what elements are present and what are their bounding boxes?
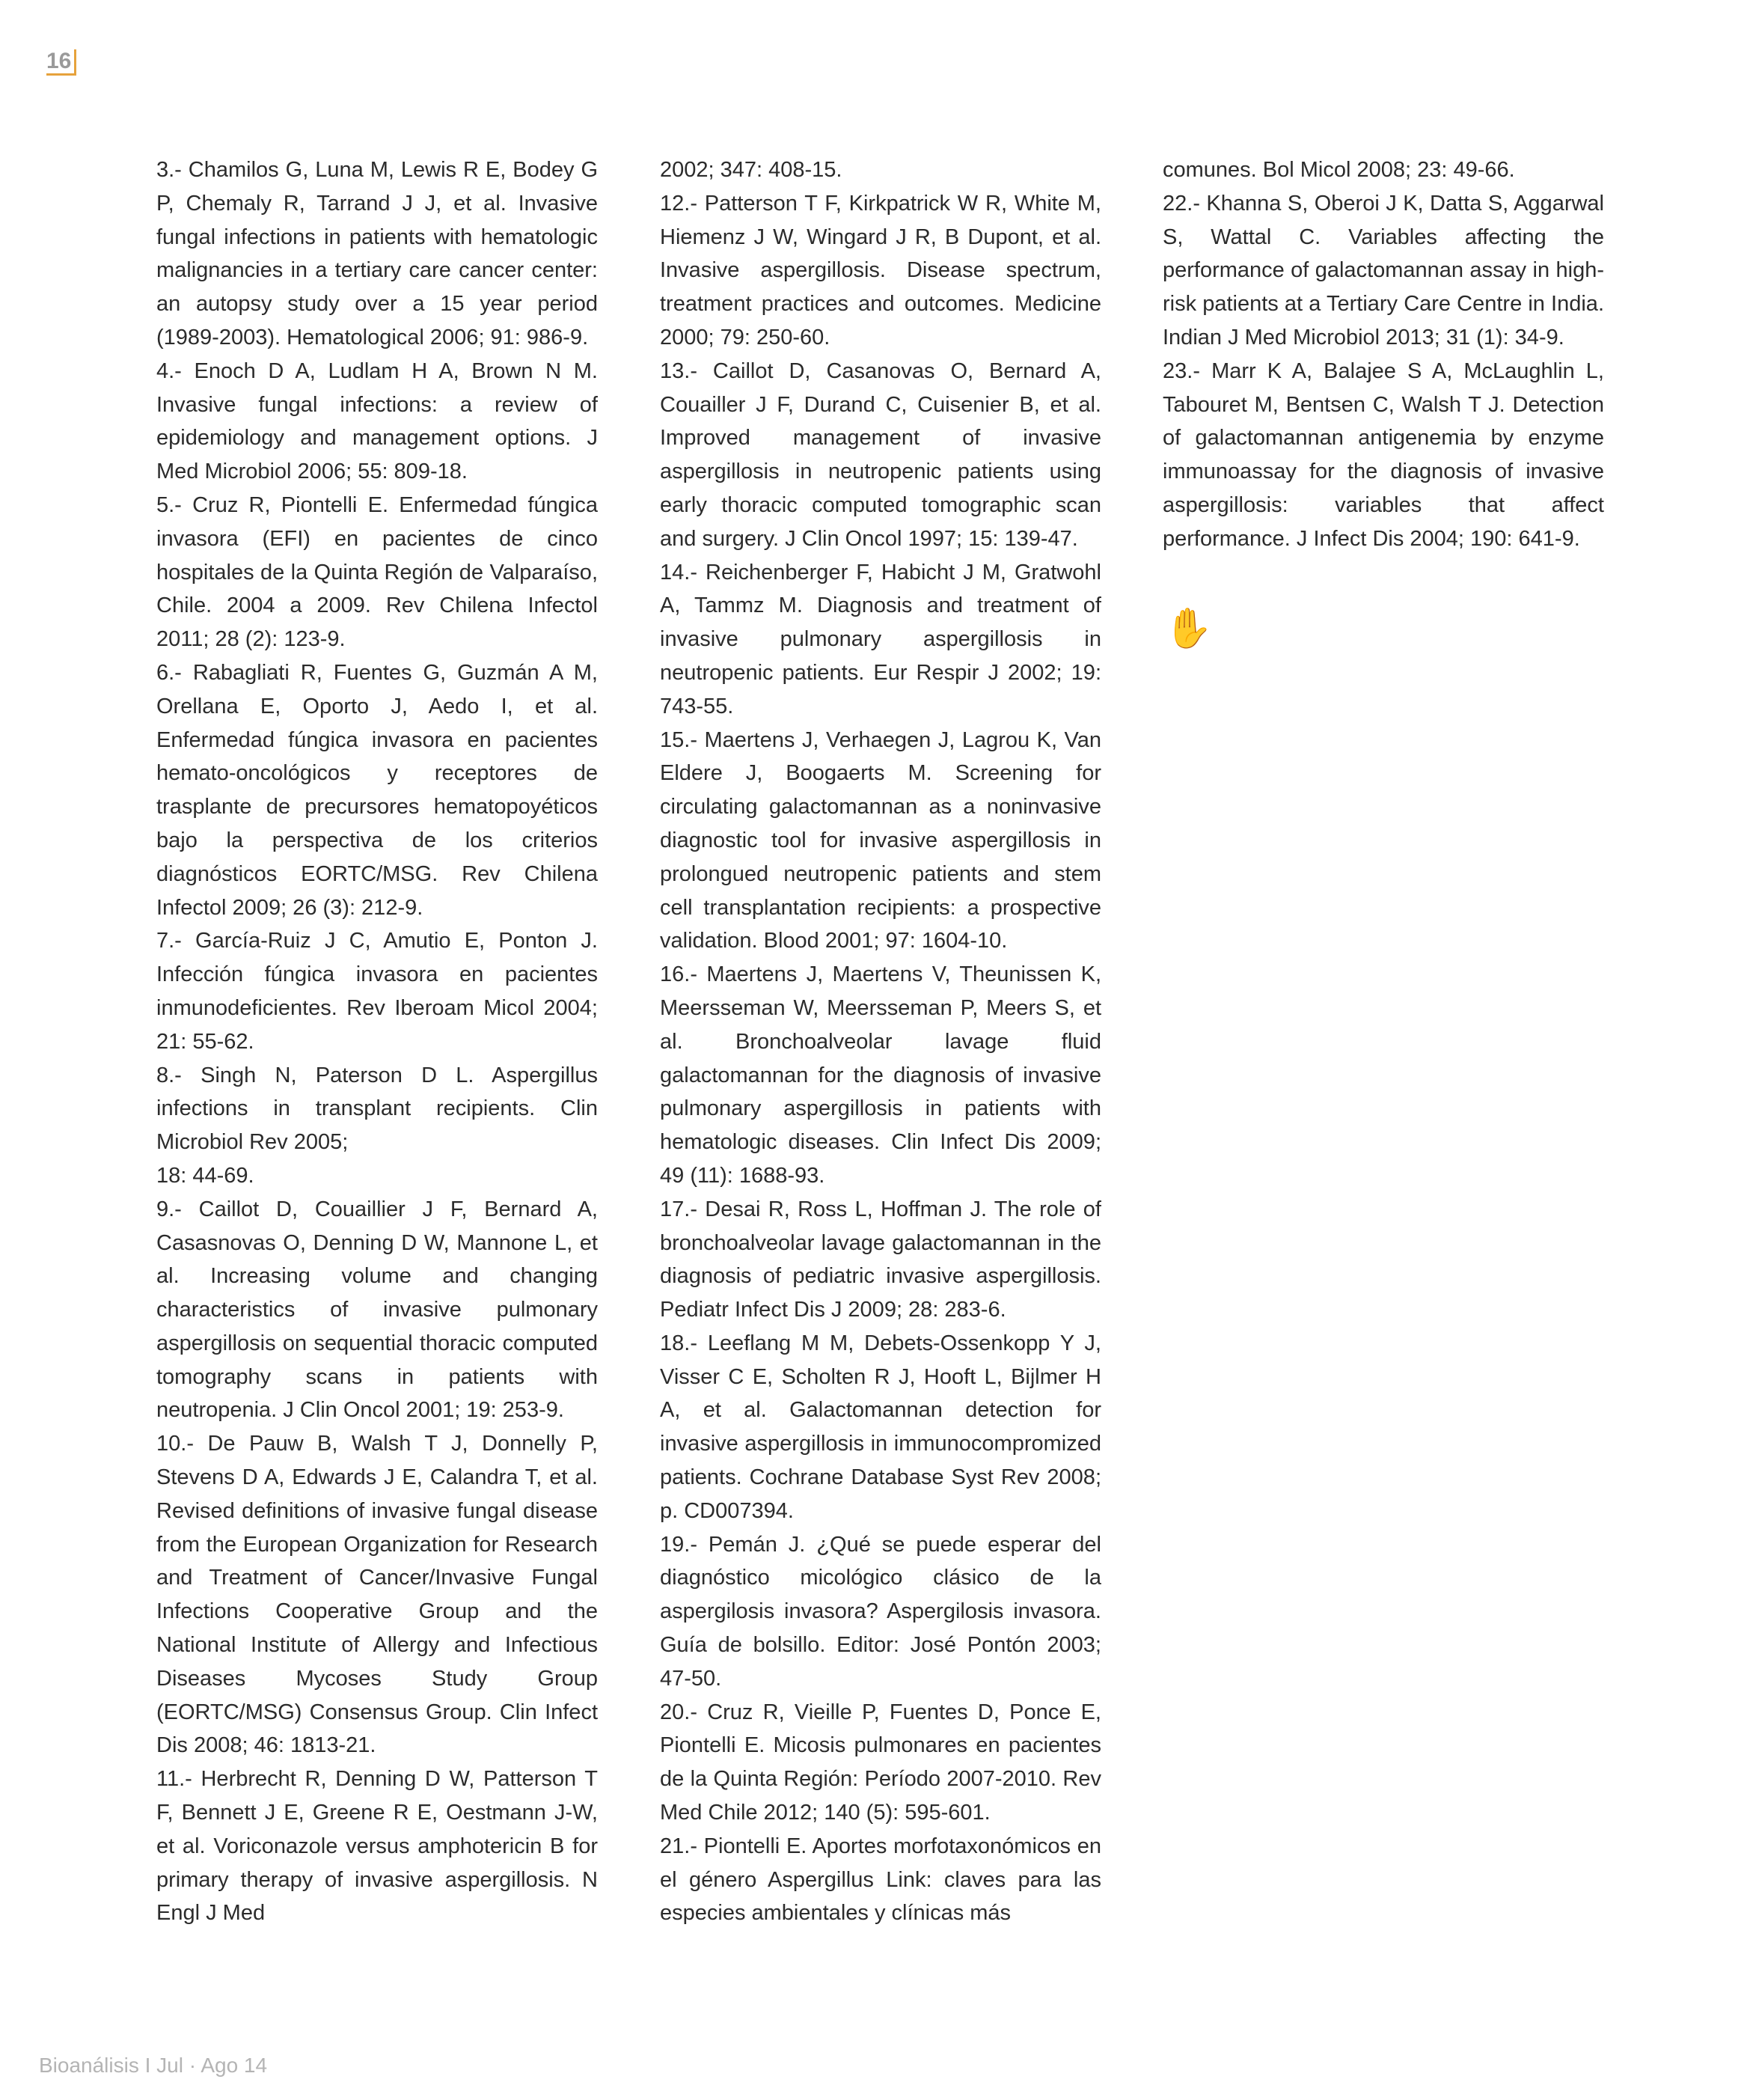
reference-item: 14.- Reichenberger F, Habicht J M, Gratwohl A, Tammz M. Diagnosis and treatment of invasive pulmonary aspergillosis in neutropenic patients. Eur Respir J 2002; 19: 743-55. bbox=[660, 560, 1101, 718]
reference-item: 10.- De Pauw B, Walsh T J, Donnelly P, Stevens D A, Edwards J E, Calandra T, et al. Revised definitions of invasive fungal disease from the European Organization for Research and Treatment of Cancer/Invasive Fungal Infections Cooperative Group and the National Institute of Allergy and Infectious Diseases Mycoses Study Group (EORTC/MSG) Consensus Group. Clin Infect Dis 2008; 46: 1813-21. bbox=[156, 1432, 598, 1758]
reference-item: 18.- Leeflang M M, Debets-Ossenkopp Y J, Visser C E, Scholten R J, Hooft L, Bijlmer H A, et al. Galactomannan detection for invasive aspergillosis in immunocompromized patients. Cochrane Database Syst Rev 2008; p. CD007394. bbox=[660, 1331, 1101, 1523]
reference-item: 9.- Caillot D, Couaillier J F, Bernard A, Casasnovas O, Denning D W, Mannone L, et al. Increasing volume and changing characteristics of invasive pulmonary aspergillosis on sequential thoracic computed tomography scans in patients with neutropenia. J Clin Oncol 2001; 19: 253-9. bbox=[156, 1197, 598, 1423]
reference-item: 4.- Enoch D A, Ludlam H A, Brown N M. Invasive fungal infections: a review of epidemiology and management options. J Med Microbiol 2006; 55: 809-18. bbox=[156, 358, 598, 484]
raised-hand-icon: ✋ bbox=[1164, 607, 1213, 650]
reference-item: 16.- Maertens J, Maertens V, Theunissen K, Meersseman W, Meersseman P, Meers S, et al. Bronchoalveolar lavage fluid galactomannan for the diagnosis of invasive pulmonary aspergillosis in patients with hematologic diseases. Clin Infect Dis 2009; 49 (11): 1688-93. bbox=[660, 962, 1101, 1188]
reference-item: 8.- Singh N, Paterson D L. Aspergillus infections in transplant recipients. Clin Microbiol Rev 2005; bbox=[156, 1063, 598, 1155]
reference-item: 3.- Chamilos G, Luna M, Lewis R E, Bodey G P, Chemaly R, Tarrand J J, et al. Invasive fungal infections in patients with hematologic malignancies in a tertiary care cancer center: an autopsy study over a 15 year period (1989-2003). Hematological 2006; 91: 986-9. bbox=[156, 158, 598, 350]
reference-item: 11.- Herbrecht R, Denning D W, Patterson T F, Bennett J E, Greene R E, Oestmann J-W, et al. Voriconazole versus amphotericin B for primary therapy of invasive aspergillosis. N Engl J Med bbox=[156, 1767, 598, 1926]
reference-item: 18: 44-69. bbox=[156, 1163, 254, 1188]
reference-item: 6.- Rabagliati R, Fuentes G, Guzmán A M, Orellana E, Oporto J, Aedo I, et al. Enfermedad fúngica invasora en pacientes hemato-oncológicos y receptores de trasplante de precursores hematopoyéticos bajo la perspectiva de los criterios diagnósticos EORTC/MSG. Rev Chilena Infectol 2009; 26 (3): 212-9. bbox=[156, 660, 598, 920]
references-column-2 bbox=[660, 153, 1101, 1930]
reference-item: 22.- Khanna S, Oberoi J K, Datta S, Aggarwal S, Wattal C. Variables affecting the performance of galactomannan assay in high-risk patients at a Tertiary Care Centre in India. Indian J Med Microbiol 2013; 31 (1): 34-9. bbox=[1163, 191, 1604, 350]
reference-item: 15.- Maertens J, Verhaegen J, Lagrou K, Van Eldere J, Boogaerts M. Screening for circulating galactomannan as a noninvasive diagnostic tool for invasive aspergillosis in prolongued neutropenic patients and stem cell transplantation recipients: a prospective validation. Blood 2001; 97: 1604-10. bbox=[660, 727, 1101, 953]
references-column-1 bbox=[156, 153, 598, 1930]
reference-item: 17.- Desai R, Ross L, Hoffman J. The role of bronchoalveolar lavage galactomannan in the diagnosis of pediatric invasive aspergillosis. Pediatr Infect Dis J 2009; 28: 283-6. bbox=[660, 1197, 1101, 1322]
reference-item: 13.- Caillot D, Casanovas O, Bernard A, Couailler J F, Durand C, Cuisenier B, et al. Improved management of invasive aspergillosis in neutropenic patients using early thoracic computed tomographic scan and surgery. J Clin Oncol 1997; 15: 139-47. bbox=[660, 358, 1101, 551]
footer-publication: Bioanálisis I Jul · Ago 14 bbox=[39, 2054, 268, 2077]
reference-item: 21.- Piontelli E. Aportes morfotaxonómicos en el género Aspergillus Link: claves para las especies ambientales y clínicas más bbox=[660, 1834, 1101, 1926]
reference-item: 23.- Marr K A, Balajee S A, McLaughlin L, Tabouret M, Bentsen C, Walsh T J. Detection of galactomannan antigenemia by enzyme immunoassay for the diagnosis of invasive aspergillosis: variables that affect performance. J Infect Dis 2004; 190: 641-9. bbox=[1163, 358, 1604, 551]
reference-item: 20.- Cruz R, Vieille P, Fuentes D, Ponce E, Piontelli E. Micosis pulmonares en pacientes de la Quinta Región: Período 2007-2010. Rev Med Chile 2012; 140 (5): 595-601. bbox=[660, 1700, 1101, 1825]
reference-item: 19.- Pemán J. ¿Qué se puede esperar del diagnóstico micológico clásico de la aspergilosis invasora? Aspergilosis invasora. Guía de bolsillo. Editor: José Pontón 2003; 47-50. bbox=[660, 1532, 1101, 1691]
reference-item: 7.- García-Ruiz J C, Amutio E, Ponton J. Infección fúngica invasora en pacientes inmunodeficientes. Rev Iberoam Micol 2004; 21: 55-62. bbox=[156, 929, 598, 1054]
reference-item: 12.- Patterson T F, Kirkpatrick W R, White M, Hiemenz J W, Wingard J R, B Dupont, et al. Invasive aspergillosis. Disease spectrum, treatment practices and outcomes. Medicine 2000; 79: 250-60. bbox=[660, 191, 1101, 350]
references-column-3 bbox=[1163, 153, 1604, 556]
reference-item: 5.- Cruz R, Piontelli E. Enfermedad fúngica invasora (EFI) en pacientes de cinco hospitales de la Quinta Región de Valparaíso, Chile. 2004 a 2009. Rev Chilena Infectol 2011; 28 (2): 123-9. bbox=[156, 492, 598, 652]
page-number: 16 bbox=[46, 49, 76, 76]
reference-item: comunes. Bol Micol 2008; 23: 49-66. bbox=[1163, 158, 1515, 182]
reference-item: 2002; 347: 408-15. bbox=[660, 158, 842, 182]
